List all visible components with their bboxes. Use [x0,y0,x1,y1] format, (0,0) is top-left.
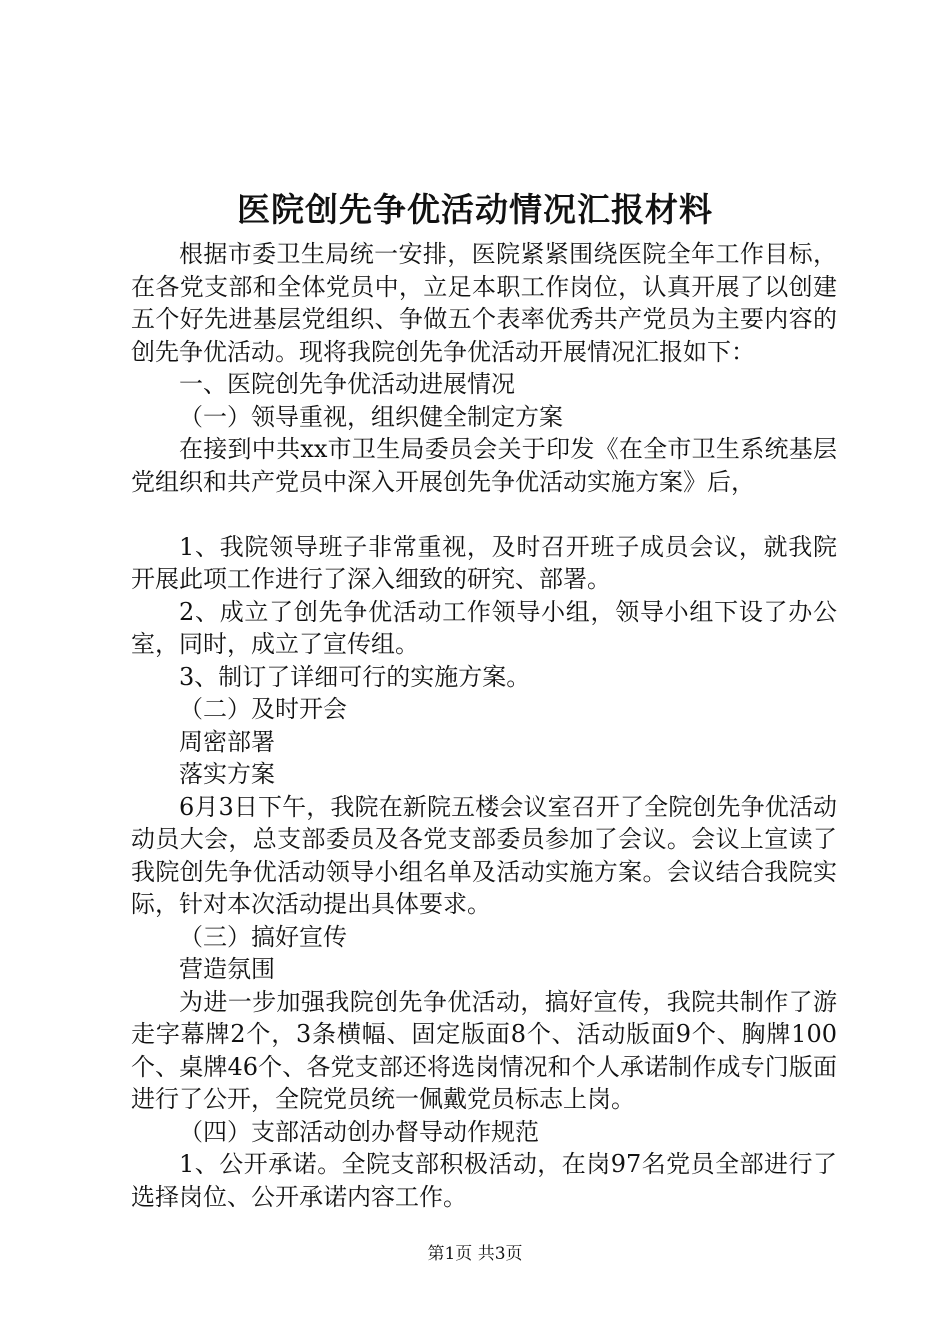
document-title: 医院创先争优活动情况汇报材料 [237,190,713,229]
subsection-heading-2-line-2: 周密部署 [179,727,275,756]
list-item-3: 3、制订了详细可行的实施方案。 [179,662,531,691]
subsection-heading-2: （二）及时开会 [179,695,347,723]
blank-line [131,498,837,531]
paragraph-intro: 根据市委卫生局统一安排，医院紧紧围绕医院全年工作目标，在各党支部和全体党员中，立足本职工作岗位，认真开展了以创建五个好先进基层党组织、争做五个表率优秀共产党员为主要内容的创先争优活动。现将我院创先争优活动开展情况汇报如下： [131,240,837,366]
document-body [131,238,837,1213]
list-item-1: 1、我院领导班子非常重视，及时召开班子成员会议，就我院开展此项工作进行了深入细致的研究、部署。 [131,532,837,593]
section-heading-1: 一、医院创先争优活动进展情况 [179,370,515,398]
subsection-heading-2-line-3: 落实方案 [179,760,275,788]
subsection-heading-1: （一）领导重视，组织健全制定方案 [179,402,563,431]
subsection-heading-4: （四）支部活动创办督导动作规范 [179,1117,539,1146]
list-item-2: 2、成立了创先争优活动工作领导小组，领导小组下设了办公室，同时，成立了宣传组。 [131,597,837,658]
subsection-heading-3: （三）搞好宣传 [179,922,347,951]
paragraph-publicity: 为进一步加强我院创先争优活动，搞好宣传，我院共制作了游走字幕牌2个，3条横幅、固定版面8个、活动版面9个、胸牌100个、桌牌46个、各党支部还将选岗情况和个人承诺制作成专门版面进行了公开，全院党员统一佩戴党员标志上岗。 [131,987,837,1113]
page-footer: 第1页 共3页 [427,1244,523,1264]
paragraph-notice: 在接到中共xx市卫生局委员会关于印发《在全市卫生系统基层党组织和共产党员中深入开展创先争优活动实施方案》后， [131,435,837,496]
paragraph-meeting: 6月3日下午，我院在新院五楼会议室召开了全院创先争优活动动员大会，总支部委员及各党支部委员参加了会议。会议上宣读了我院创先争优活动领导小组名单及活动实施方案。会议结合我院实际，针对本次活动提出具体要求。 [131,792,837,918]
list-item-commitment: 1、公开承诺。全院支部积极活动，在岗97名党员全部进行了选择岗位、公开承诺内容工作。 [131,1150,837,1211]
subsection-heading-3-line-2: 营造氛围 [179,955,275,983]
